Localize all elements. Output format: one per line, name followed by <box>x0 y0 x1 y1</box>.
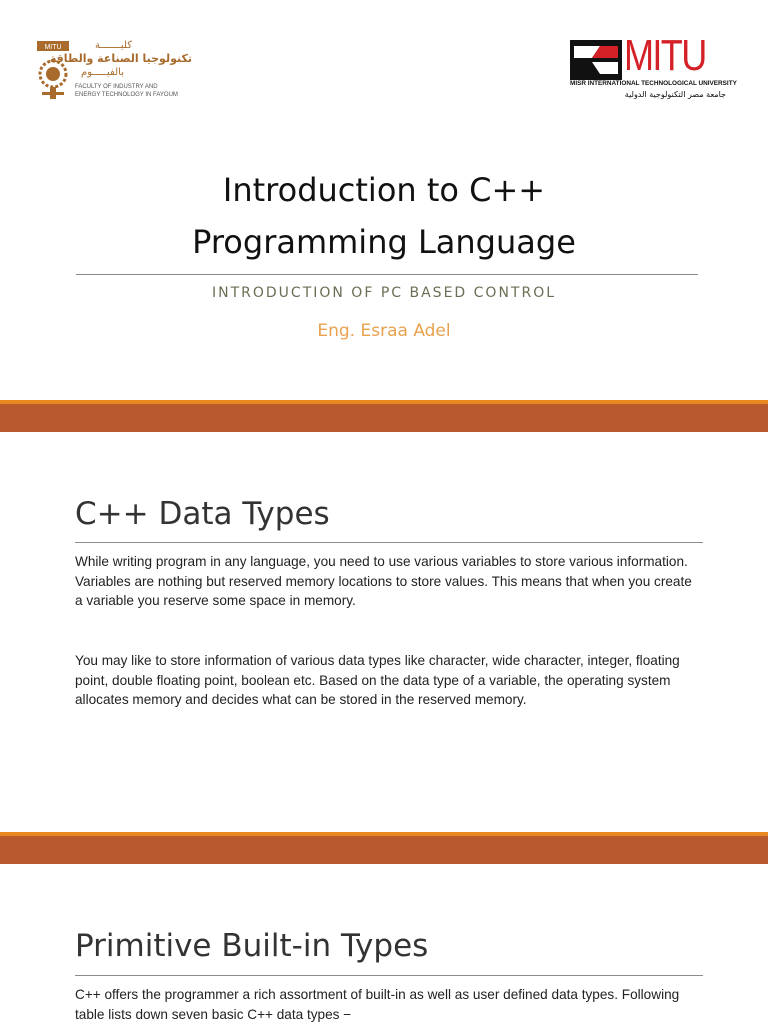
paragraph: C++ offers the programmer a rich assortment of built-in as well as user defined data types. Following table lists down seven basic C++ data types − <box>75 987 680 1022</box>
title-line-2: Programming Language <box>192 223 576 261</box>
mitu-emblem-icon <box>570 40 622 80</box>
faculty-english-line-1: FACULTY OF INDUSTRY AND <box>75 84 158 90</box>
slide-heading: C++ Data Types <box>75 496 330 532</box>
slide-separator <box>0 400 768 432</box>
faculty-emblem-icon <box>36 40 70 100</box>
separator-stripe <box>0 400 768 404</box>
paragraph: While writing program in any language, you need to use various variables to store various information. Variables are nothing but reserved memory locations to store values. This means that when you create a variable you reserve some space in memory. <box>75 554 692 608</box>
heading-divider <box>75 542 703 543</box>
faculty-badge-text: MITU <box>44 44 62 51</box>
mitu-arabic-name: جامعة مصر التكنولوجية الدولية <box>624 90 726 99</box>
title-slide <box>0 0 768 400</box>
separator-stripe <box>0 832 768 836</box>
faculty-english-line-2: ENERGY TECHNOLOGY IN FAYOUM <box>75 92 178 98</box>
faculty-arabic-line-2: تكنولوجيا الصناعة والطاقة <box>49 52 192 65</box>
presentation-title <box>0 164 768 268</box>
mitu-logo <box>570 31 737 102</box>
slide-separator <box>0 832 768 864</box>
slide-heading: Primitive Built-in Types <box>75 928 429 964</box>
data-types-slide <box>0 432 768 832</box>
mitu-english-name: MISR INTERNATIONAL TECHNOLOGICAL UNIVERSITY <box>570 80 737 87</box>
primitive-types-slide <box>0 864 768 1024</box>
faculty-arabic-line-3: بالفيـــــوم <box>81 67 124 78</box>
mitu-wordmark: MITU <box>624 31 706 80</box>
presentation-author: Eng. Esraa Adel <box>317 321 451 341</box>
title-line-1: Introduction to C++ <box>222 171 546 209</box>
faculty-arabic-line-1: كليـــــــة <box>95 40 132 51</box>
paragraph: You may like to store information of various data types like character, wide character, integer, floating point, double floating point, boolean etc. Based on the data type of a variable, the operating system allocates memory and decides what can be stored in the reserved memory. <box>75 653 680 707</box>
title-divider <box>76 274 698 275</box>
presentation-subtitle: INTRODUCTION OF PC BASED CONTROL <box>211 285 557 301</box>
faculty-logo <box>36 40 196 102</box>
heading-divider <box>75 975 703 976</box>
